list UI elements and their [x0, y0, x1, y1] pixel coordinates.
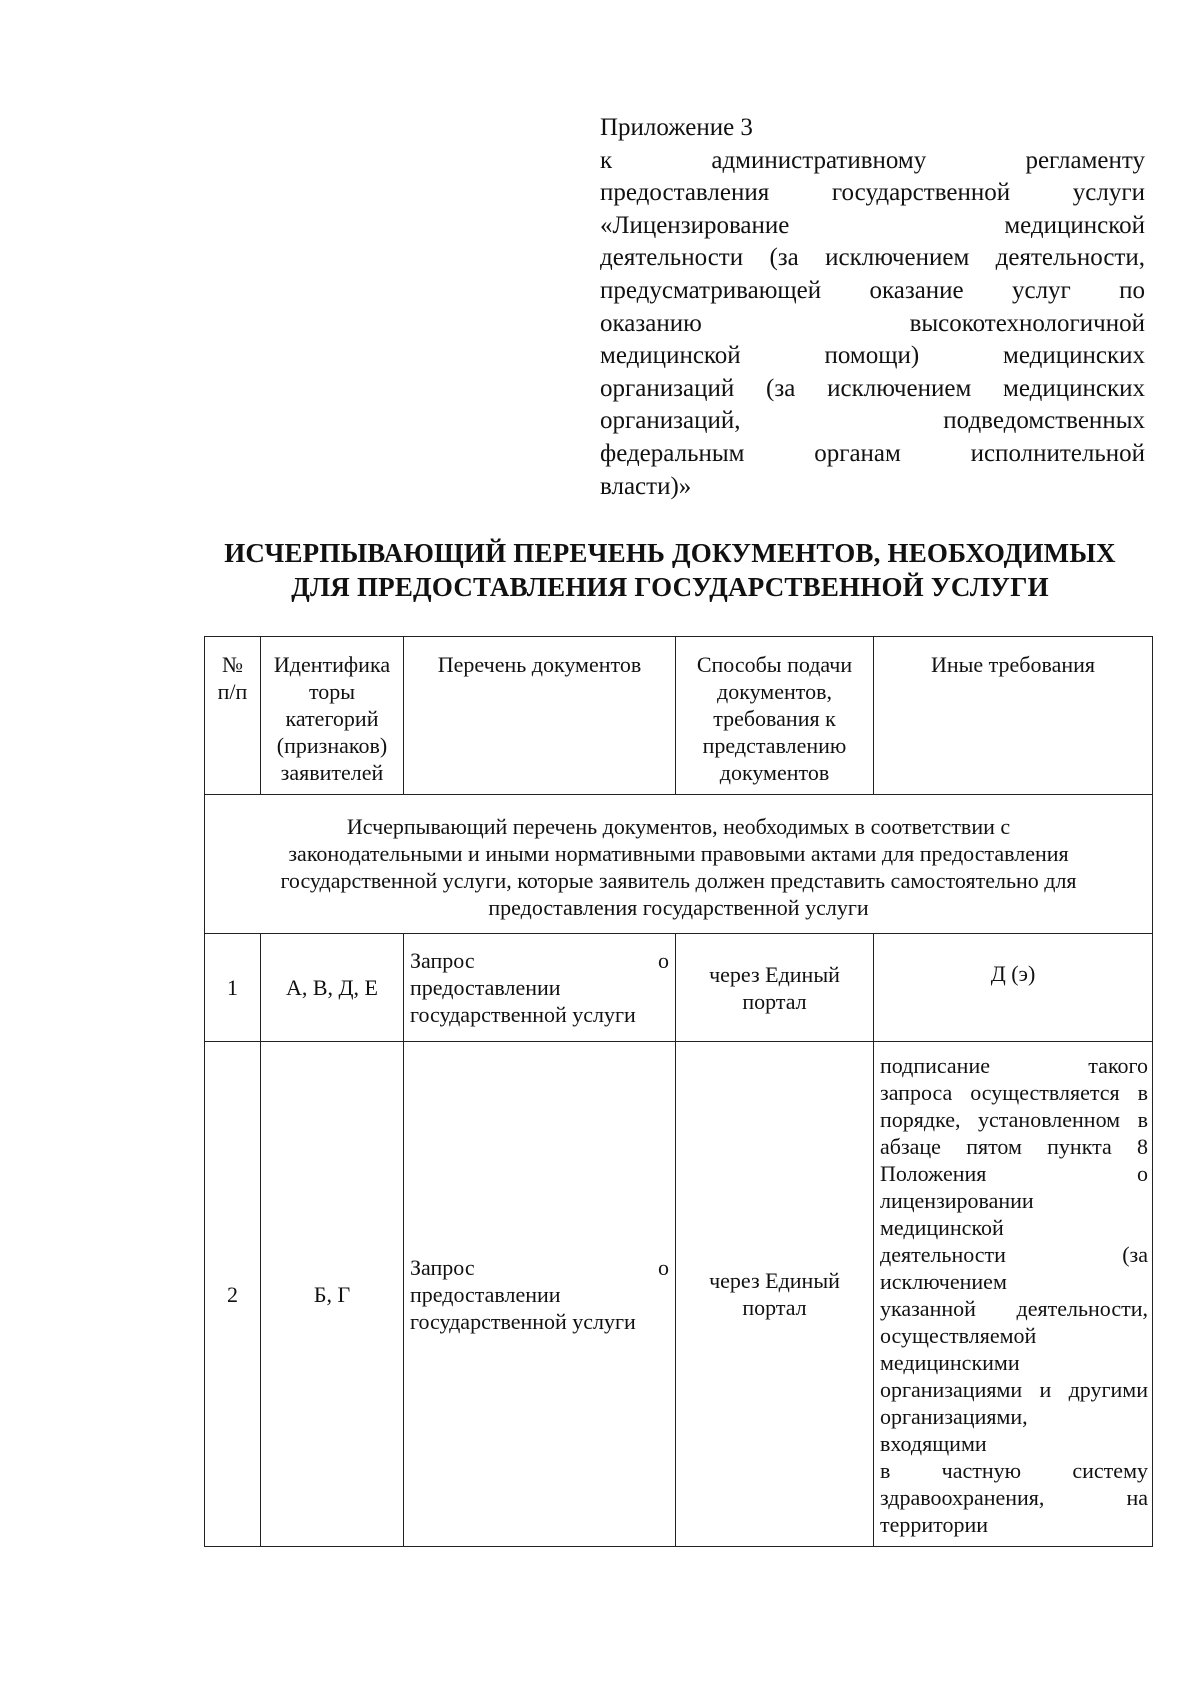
- row-num: 2: [227, 1281, 238, 1307]
- row-method-cell: [676, 1042, 874, 1547]
- appendix-lines: [600, 145, 1145, 504]
- row-document-line: предоставлении: [410, 1281, 561, 1307]
- header-text-line: документов,: [717, 679, 832, 704]
- section-heading-line: предоставления государственной услуги: [488, 895, 869, 920]
- row-requirement-line: Положения о: [880, 1161, 1148, 1186]
- document-title: [170, 536, 1170, 604]
- header-text-line: торы: [308, 679, 356, 704]
- header-documents: [404, 637, 676, 795]
- row-requirement-line: территории: [880, 1512, 989, 1537]
- row-requirement-line: медицинскими: [880, 1350, 1020, 1375]
- row-document-line: государственной услуги: [410, 1308, 636, 1334]
- row-requirement-line: порядке, установленном в: [880, 1107, 1148, 1132]
- row-num-cell: [205, 1042, 261, 1547]
- row-method-cell: [676, 934, 874, 1042]
- row-requirements-cell: [874, 934, 1153, 1042]
- appendix-line: «Лицензирование медицинской: [600, 211, 1145, 239]
- row-requirement-line: медицинской: [880, 1215, 1004, 1240]
- appendix-line: власти)»: [600, 472, 692, 500]
- table-header-row: [205, 637, 1153, 795]
- header-num: [205, 637, 261, 795]
- header-text-line: представлению: [702, 733, 847, 758]
- row-requirements-cell: [874, 1042, 1153, 1547]
- row-num-cell: [205, 934, 261, 1042]
- header-identifiers: [261, 637, 404, 795]
- section-heading: [205, 795, 1153, 934]
- row-requirement-line: осуществляемой: [880, 1323, 1037, 1348]
- appendix-line: деятельности (за исключением деятельности,: [600, 244, 1145, 272]
- row-document-cell: [404, 934, 676, 1042]
- row-document-line: государственной услуги: [410, 1002, 636, 1027]
- table-row: [205, 934, 1153, 1042]
- row-requirement-line: исключением: [880, 1269, 1007, 1294]
- header-other: [874, 637, 1153, 795]
- row-requirement-line: входящими: [880, 1431, 987, 1456]
- header-text-line: Иные требования: [930, 652, 1096, 677]
- row-requirement-line: подписание такого: [880, 1053, 1148, 1078]
- appendix-line: медицинской помощи) медицинских: [600, 342, 1145, 370]
- document-title-line-1: ИСЧЕРПЫВАЮЩИЙ ПЕРЕЧЕНЬ ДОКУМЕНТОВ, НЕОБХОДИМЫХ: [224, 538, 1116, 568]
- header-text-line: (признаков): [276, 733, 388, 758]
- section-heading-line: законодательными и иными нормативными правовыми актами для предоставления: [288, 841, 1069, 866]
- header-text-line: документов: [719, 760, 830, 785]
- appendix-line: федеральным органам исполнительной: [600, 439, 1145, 467]
- row-requirement-line: Д (э): [990, 961, 1036, 986]
- row-document-cell: [404, 1042, 676, 1547]
- header-text-line: категорий: [285, 706, 379, 731]
- section-heading-row: [205, 795, 1153, 934]
- header-text-line: Идентифика: [273, 652, 391, 677]
- appendix-line: предоставления государственной услуги: [600, 179, 1145, 207]
- row-method-line: через Единый: [709, 961, 840, 987]
- row-method-line: через Единый: [709, 1268, 840, 1293]
- appendix-block: [600, 112, 1145, 503]
- header-text-line: п/п: [217, 679, 248, 704]
- appendix-line: предусматривающей оказание услуг по: [600, 276, 1145, 304]
- row-document-line: Запрос о: [410, 1254, 669, 1280]
- row-document-line: Запрос о: [410, 948, 669, 973]
- appendix-line: организаций, подведомственных: [600, 407, 1145, 435]
- row-requirement-line: указанной деятельности,: [880, 1296, 1148, 1321]
- row-num: 1: [227, 975, 238, 1000]
- row-requirement-line: в частную систему: [880, 1458, 1148, 1483]
- appendix-line: к административному регламенту: [600, 146, 1145, 174]
- row-identifiers: Б, Г: [313, 1281, 351, 1307]
- appendix-line: оказанию высокотехнологичной: [600, 309, 1145, 337]
- section-heading-line: государственной услуги, которые заявитель должен представить самостоятельно для: [280, 868, 1077, 893]
- row-requirement-line: здравоохранения, на: [880, 1485, 1148, 1510]
- row-requirement-line: запроса осуществляется в: [880, 1080, 1148, 1105]
- row-requirement-line: лицензировании: [880, 1188, 1034, 1213]
- row-requirement-line: организациями,: [880, 1404, 1028, 1429]
- header-text-line: Перечень документов: [437, 652, 642, 677]
- appendix-title: Приложение 3: [600, 114, 753, 141]
- row-document-line: предоставлении: [410, 975, 561, 1000]
- row-requirement-line: организациями и другими: [880, 1377, 1148, 1402]
- row-requirement-line: деятельности (за: [880, 1242, 1148, 1267]
- row-identifiers-cell: [261, 934, 404, 1042]
- header-text-line: Способы подачи: [696, 652, 853, 677]
- table-row: [205, 1042, 1153, 1547]
- header-text-line: требования к: [713, 706, 836, 731]
- section-heading-line: Исчерпывающий перечень документов, необходимых в соответствии с: [346, 814, 1011, 839]
- document-title-line-2: ДЛЯ ПРЕДОСТАВЛЕНИЯ ГОСУДАРСТВЕННОЙ УСЛУГИ: [291, 572, 1049, 602]
- appendix-line: организаций (за исключением медицинских: [600, 374, 1145, 402]
- documents-table: [204, 636, 1153, 1547]
- row-identifiers-cell: [261, 1042, 404, 1547]
- row-method-line: портал: [742, 1295, 807, 1320]
- header-methods: [676, 637, 874, 795]
- row-requirement-line: абзаце пятом пункта 8: [880, 1134, 1148, 1159]
- header-text-line: №: [222, 652, 243, 677]
- row-method-line: портал: [742, 988, 807, 1014]
- row-identifiers: А, В, Д, Е: [285, 975, 378, 1000]
- header-text-line: заявителей: [280, 760, 384, 785]
